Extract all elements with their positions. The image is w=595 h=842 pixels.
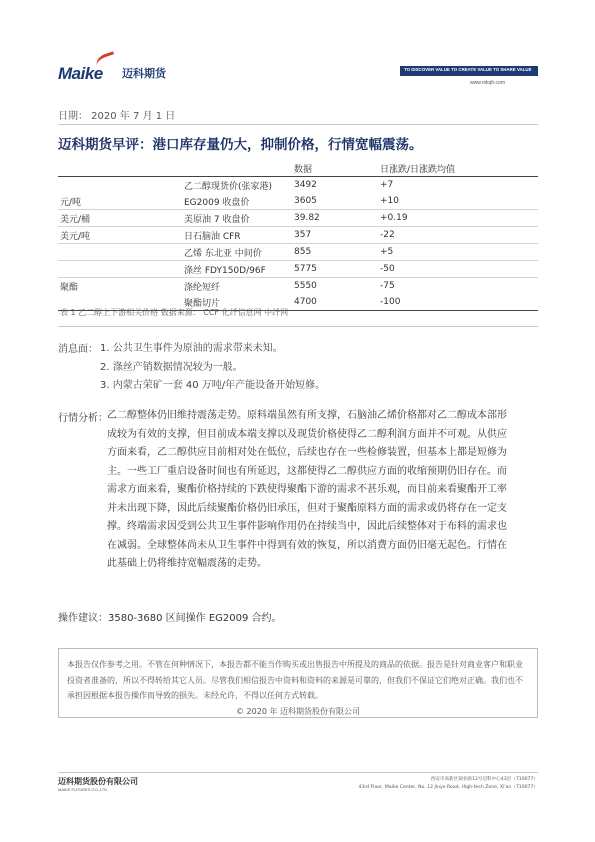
cell-change: -50 bbox=[378, 261, 538, 278]
report-date: 日期： 2020 年 7 月 1 日 bbox=[58, 111, 176, 122]
logo-text-en: Maike bbox=[58, 64, 103, 83]
footer-address-en: 43rd Floor, Maike Center, No. 12 Jinye Road, High-tech Zone, Xi'an（710077） bbox=[358, 785, 538, 790]
divider-footer bbox=[58, 772, 538, 773]
cell-unit bbox=[58, 177, 182, 194]
disclaimer-text: 本报告仅作参考之用。不管在何种情况下，本报告都不能当作购买或出售报告中所提及的商品的依据。报告是针对商业客户和职业投资者准备的，所以不得转给其它人员。尽管我们相信报告中资料和资料的来源是可靠的，但我们不保证它们绝对正确。我们也不承担因根据本报告操作而导致的损失。未经允许，不得以任何方式转载。 bbox=[67, 660, 523, 700]
cell-change: +0.19 bbox=[378, 210, 538, 227]
news-label: 消息面： bbox=[58, 344, 98, 355]
cell-change: +10 bbox=[378, 193, 538, 210]
cell-change: +5 bbox=[378, 244, 538, 261]
cell-name: EG2009 收盘价 bbox=[182, 193, 292, 210]
price-table bbox=[58, 160, 538, 311]
list-item: 2. 涤丝产销数据情况较为一般。 bbox=[100, 361, 243, 373]
cell-value: 5775 bbox=[292, 261, 378, 278]
logo-mark bbox=[58, 62, 120, 84]
footer-address bbox=[359, 776, 538, 792]
cell-value: 5550 bbox=[294, 281, 317, 291]
footer-company-en: MAIKE FUTURES CO.,LTD. bbox=[58, 787, 109, 792]
table-header bbox=[58, 160, 182, 177]
news-list bbox=[100, 340, 325, 396]
cell-value: 39.82 bbox=[292, 210, 378, 227]
slogan: TO DISCOVER VALUE TO CREATE VALUE TO SHARE VALUE bbox=[404, 67, 532, 72]
table-header: 日涨跌/日涨跌均值 bbox=[378, 160, 538, 177]
cell-change: -75 bbox=[380, 281, 395, 291]
disclaimer-box bbox=[58, 648, 538, 718]
table-row bbox=[58, 193, 538, 210]
cell-change: -22 bbox=[378, 227, 538, 244]
table-header-row bbox=[58, 160, 538, 177]
table-row bbox=[58, 210, 538, 227]
cell-value: 3605 bbox=[292, 193, 378, 210]
cell-name: 聚酯切片 bbox=[182, 294, 292, 311]
divider-top bbox=[58, 124, 538, 125]
cell-unit bbox=[58, 244, 182, 261]
report-title: 迈科期货早评：港口库存量仍大，抑制价格，行情宽幅震荡。 bbox=[58, 137, 423, 153]
cell-change: -100 bbox=[378, 294, 538, 311]
footer-company-cn: 迈科期货股份有限公司 bbox=[58, 777, 138, 786]
list-item: 1. 公共卫生事件为原油的需求带来未知。 bbox=[100, 343, 283, 354]
footer-address-cn: 西安市高新区锦业路12号迈科中心43层（710077） bbox=[430, 777, 538, 782]
logo-text-cn: 迈科期货 bbox=[122, 67, 166, 80]
cell-change: +7 bbox=[380, 180, 394, 190]
analysis-label: 行情分析： bbox=[58, 413, 108, 424]
cell-name: 乙烯 东北亚 中间价 bbox=[182, 244, 292, 261]
table-row bbox=[58, 278, 538, 295]
operation-advice: 操作建议：3580-3680 区间操作 EG2009 合约。 bbox=[58, 613, 282, 624]
cell-value: 357 bbox=[292, 227, 378, 244]
table-caption: 表 1 乙二醇上下游相关价格 数据来源： CCF 化纤信息网 中纤网 bbox=[60, 308, 289, 317]
cell-name: 涤纶短纤 bbox=[184, 282, 221, 293]
cell-name: 日石脑油 CFR bbox=[182, 227, 292, 244]
table-row bbox=[58, 227, 538, 244]
cell-value: 3492 bbox=[294, 180, 317, 190]
cell-name: 乙二醇现货价(张家港) bbox=[184, 181, 273, 192]
cell-value: 855 bbox=[292, 244, 378, 261]
table-header bbox=[182, 160, 292, 177]
logo-swoosh-icon bbox=[94, 51, 118, 71]
company-logo bbox=[58, 62, 166, 84]
table-row bbox=[58, 177, 538, 194]
table-row bbox=[58, 244, 538, 261]
cell-unit bbox=[58, 261, 182, 278]
cell-unit: 聚酯 bbox=[60, 282, 79, 293]
cell-unit: 美元/吨 bbox=[58, 227, 182, 244]
cell-unit: 美元/桶 bbox=[58, 210, 182, 227]
cell-unit: 元/吨 bbox=[58, 193, 182, 210]
website-link[interactable]: www.mkqh.com bbox=[470, 80, 506, 86]
table-header: 数据 bbox=[292, 160, 378, 177]
table-row bbox=[58, 261, 538, 278]
analysis-text: 乙二醇整体仍旧维持震荡走势。原料端虽然有所支撑，石脑油乙烯价格都对乙二醇成本部形成较为有效的支撑，但目前成本端支撑以及现货价格使得乙二醇利润方面并不可观。从供应方面来看，乙二醇供应目前相对处在低位，后续也存在一些检修装置，但基本上都是短修为主。一些工厂重启设备时间也有所延迟，这都使得乙二醇供应方面的收缩预期仍旧存在。而需求方面来看，聚酯价格持续的下跌使得聚酯下游的需求不甚乐观，而目前来看聚酯开工率并未出现下降，因此后续聚酯价格仍旧承压，但对于聚酯原料方面的需求或仍将存在一定支撑。终端需求因受到公共卫生事件影响作用仍在持续当中，因此后续整体对于布料的需求也在减弱。全球整体尚未从卫生事件中得到有效的恢复，所以消费方面仍旧毫无起色。行情在此基础上仍将维持宽幅震荡的走势。 bbox=[107, 410, 507, 569]
cell-name: 涤丝 FDY150D/96F bbox=[182, 261, 292, 278]
cell-name: 美原油 7 收盘价 bbox=[182, 210, 292, 227]
divider-mid bbox=[58, 326, 538, 327]
list-item: 3. 内蒙古荣矿一套 40 万吨/年产能设备开始短修。 bbox=[100, 380, 326, 391]
copyright: © 2020 年 迈科期货股份有限公司 bbox=[236, 706, 360, 716]
cell-value: 4700 bbox=[292, 294, 378, 311]
